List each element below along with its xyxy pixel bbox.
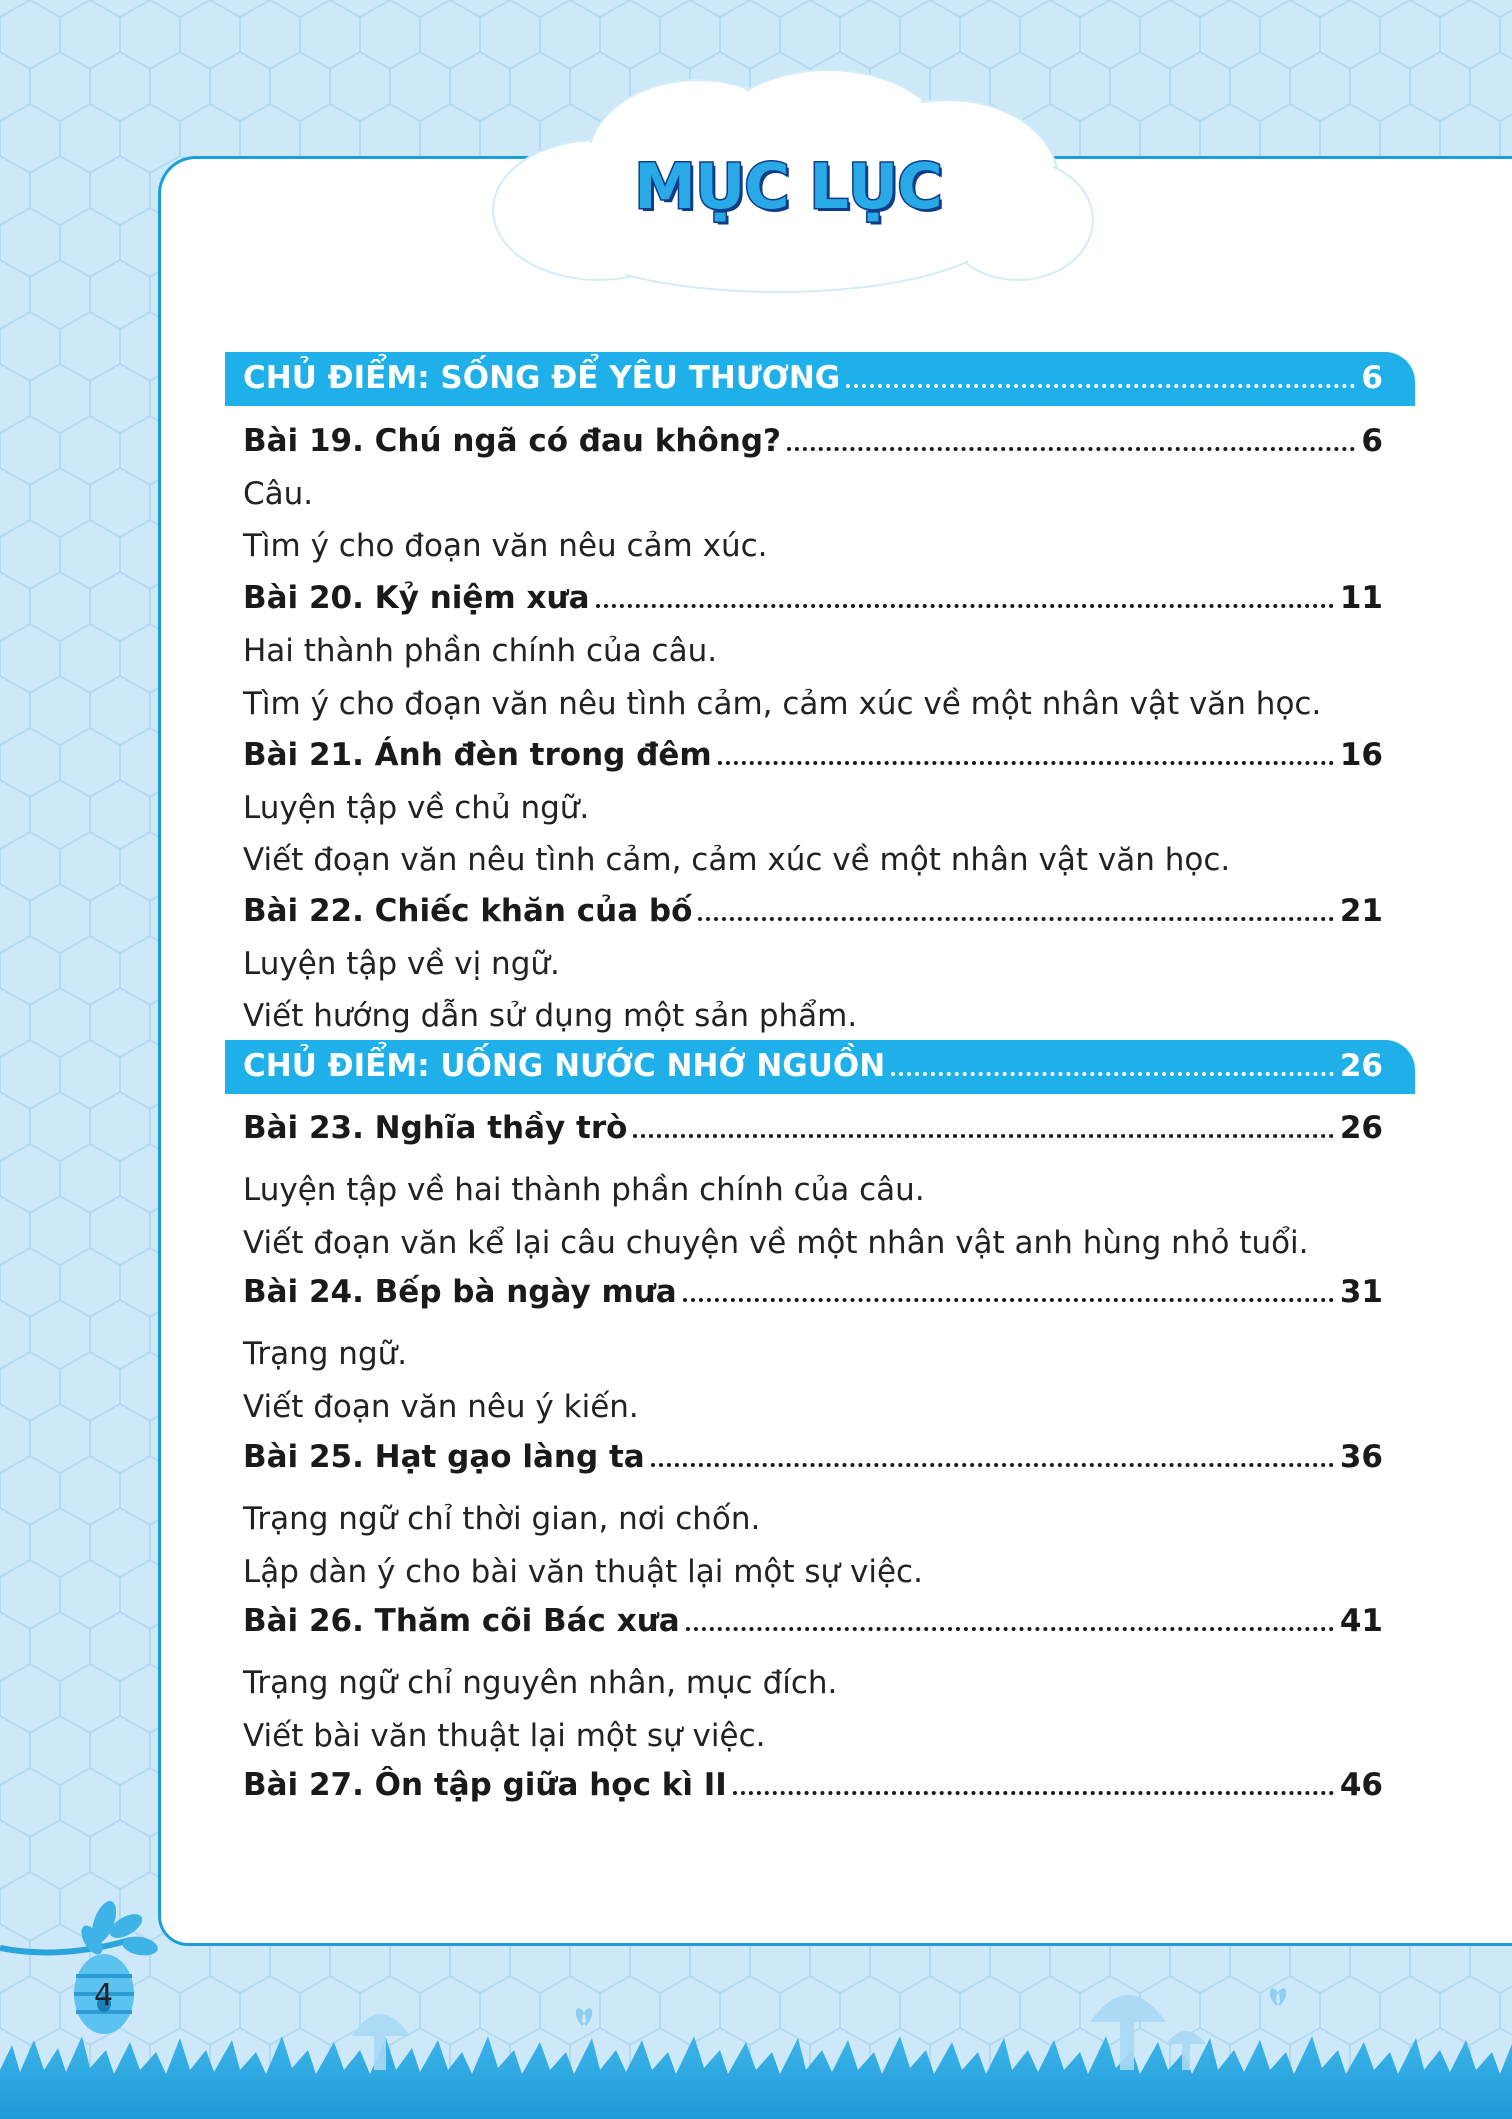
chapter-title: CHỦ ĐIỂM: SỐNG ĐỂ YÊU THƯƠNG [243, 360, 841, 396]
lesson-entry[interactable] [243, 1274, 1383, 1310]
lesson-entry[interactable] [243, 580, 1383, 616]
dot-leader [787, 447, 1355, 451]
chapter-page: 6 [1361, 360, 1383, 396]
lesson-item: Luyện tập về hai thành phần chính của câu. [243, 1172, 925, 1208]
lesson-item: Viết đoạn văn nêu tình cảm, cảm xúc về một nhân vật văn học. [243, 842, 1231, 878]
lesson-title: Bài 21. Ánh đèn trong đêm [243, 737, 712, 773]
lesson-title: Bài 25. Hạt gạo làng ta [243, 1439, 645, 1475]
lesson-entry[interactable] [243, 1767, 1383, 1803]
lesson-page: 31 [1339, 1274, 1383, 1310]
lesson-page: 41 [1339, 1603, 1383, 1639]
chapter-title: CHỦ ĐIỂM: UỐNG NƯỚC NHỚ NGUỒN [243, 1048, 886, 1084]
lesson-page: 21 [1339, 893, 1383, 929]
dot-leader [596, 604, 1334, 608]
lesson-item: Câu. [243, 476, 314, 512]
dot-leader [633, 1134, 1333, 1138]
chapter-page: 26 [1339, 1048, 1383, 1084]
lesson-title: Bài 27. Ôn tập giữa học kì II [243, 1767, 727, 1803]
lesson-page: 46 [1339, 1767, 1383, 1803]
lesson-item: Luyện tập về chủ ngữ. [243, 790, 590, 826]
lesson-entry[interactable] [243, 893, 1383, 929]
lesson-item: Viết đoạn văn nêu ý kiến. [243, 1389, 639, 1425]
dot-leader [891, 1072, 1334, 1076]
lesson-item: Tìm ý cho đoạn văn nêu cảm xúc. [243, 528, 768, 564]
lesson-item: Viết bài văn thuật lại một sự việc. [243, 1718, 766, 1754]
lesson-entry[interactable] [243, 1110, 1383, 1146]
dot-leader [683, 1298, 1334, 1302]
dot-leader [698, 917, 1333, 921]
dot-leader [733, 1791, 1334, 1795]
lesson-item: Viết hướng dẫn sử dụng một sản phẩm. [243, 998, 858, 1034]
lesson-item: Luyện tập về vị ngữ. [243, 946, 560, 982]
lesson-entry[interactable] [243, 737, 1383, 773]
lesson-item: Trạng ngữ chỉ nguyên nhân, mục đích. [243, 1665, 838, 1701]
dot-leader [846, 384, 1355, 388]
lesson-item: Lập dàn ý cho bài văn thuật lại một sự việc. [243, 1554, 923, 1590]
lesson-entry[interactable] [243, 1439, 1383, 1475]
page-number: 4 [94, 1978, 114, 2013]
lesson-title: Bài 20. Kỷ niệm xưa [243, 580, 590, 616]
page-title: MỤC LỤC [634, 150, 942, 223]
lesson-item: Tìm ý cho đoạn văn nêu tình cảm, cảm xúc về một nhân vật văn học. [243, 686, 1322, 722]
lesson-title: Bài 26. Thăm cõi Bác xưa [243, 1603, 680, 1639]
lesson-item: Viết đoạn văn kể lại câu chuyện về một nhân vật anh hùng nhỏ tuổi. [243, 1225, 1309, 1261]
lesson-page: 26 [1339, 1110, 1383, 1146]
chapter-entry[interactable] [243, 360, 1383, 396]
lesson-page: 16 [1339, 737, 1383, 773]
lesson-item: Trạng ngữ chỉ thời gian, nơi chốn. [243, 1501, 761, 1537]
lesson-title: Bài 19. Chú ngã có đau không? [243, 423, 781, 459]
lesson-title: Bài 22. Chiếc khăn của bố [243, 893, 693, 929]
chapter-entry[interactable] [243, 1048, 1383, 1084]
lesson-page: 36 [1339, 1439, 1383, 1475]
dot-leader [686, 1627, 1334, 1631]
lesson-item: Trạng ngữ. [243, 1336, 408, 1372]
dot-leader [651, 1463, 1334, 1467]
lesson-item: Hai thành phần chính của câu. [243, 633, 718, 669]
lesson-title: Bài 24. Bếp bà ngày mưa [243, 1274, 677, 1310]
lesson-page: 11 [1339, 580, 1383, 616]
lesson-entry[interactable] [243, 1603, 1383, 1639]
lesson-title: Bài 23. Nghĩa thầy trò [243, 1110, 628, 1146]
lesson-entry[interactable] [243, 423, 1383, 459]
lesson-page: 6 [1361, 423, 1383, 459]
dot-leader [718, 761, 1334, 765]
